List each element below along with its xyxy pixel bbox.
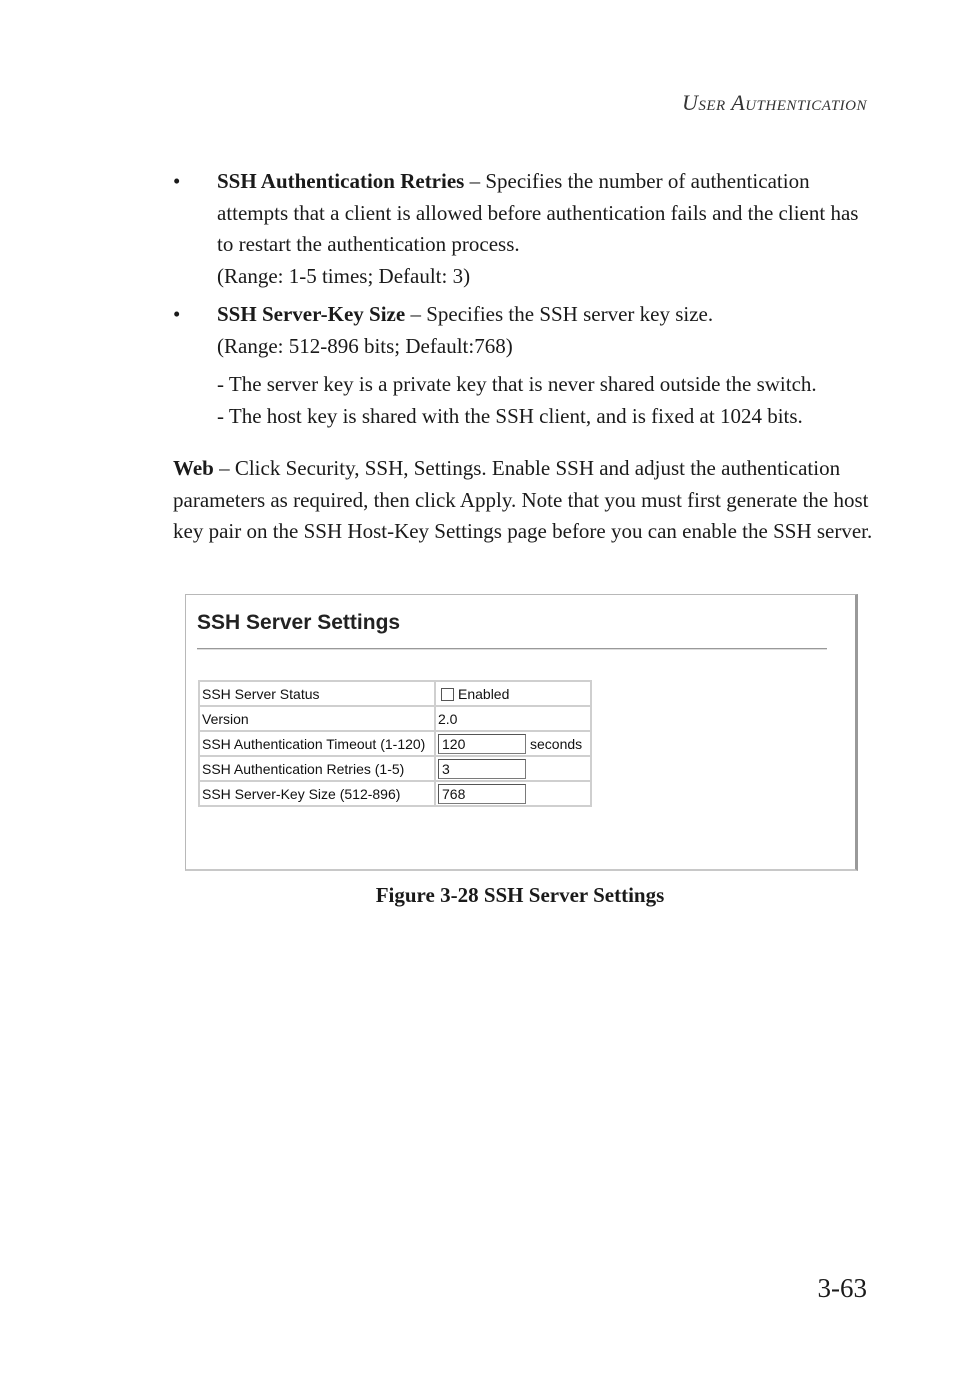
- row-label: SSH Authentication Retries (1-5): [199, 756, 435, 781]
- auth-timeout-input[interactable]: 120: [438, 734, 526, 754]
- bullet-text: – Specifies the number of authentication attempts that a client is allowed before authentication fails and the client has to restart the authentication process.: [217, 169, 859, 256]
- bullet-term: SSH Authentication Retries: [217, 169, 465, 193]
- row-value: [435, 731, 591, 756]
- bullet-range: (Range: 1-5 times; Default: 3): [217, 263, 471, 288]
- note-server-key: - The server key is a private key that is never shared outside the switch.: [217, 372, 817, 396]
- row-label: SSH Authentication Timeout (1-120): [199, 731, 435, 756]
- table-row: [199, 731, 591, 756]
- checkbox-label: Enabled: [458, 685, 510, 702]
- bullet-content: [217, 166, 873, 292]
- bullet-ssh-auth-retries: [173, 166, 873, 292]
- table-row: [199, 681, 591, 706]
- row-label: SSH Server Status: [199, 681, 435, 706]
- server-key-size-input[interactable]: 768: [438, 784, 526, 804]
- table-row: [199, 756, 591, 781]
- bullet-ssh-server-key-size: [173, 299, 873, 362]
- timeout-unit: seconds: [530, 735, 583, 752]
- bullet-text: – Specifies the SSH server key size.: [405, 302, 714, 326]
- version-value: 2.0: [435, 706, 591, 731]
- ssh-server-settings-figure: [185, 594, 858, 871]
- row-label: SSH Server-Key Size (512-896): [199, 781, 435, 806]
- web-term: Web: [173, 456, 214, 480]
- bullet-term: SSH Server-Key Size: [217, 302, 406, 326]
- bullet-range: (Range: 512-896 bits; Default:768): [217, 333, 513, 358]
- row-value: [435, 781, 591, 806]
- ssh-enabled-checkbox[interactable]: [441, 688, 454, 701]
- settings-table: [198, 680, 592, 807]
- figure-title: SSH Server Settings: [197, 611, 401, 634]
- note-host-key: - The host key is shared with the SSH client, and is fixed at 1024 bits.: [217, 404, 803, 428]
- auth-retries-input[interactable]: 3: [438, 759, 526, 779]
- row-label: Version: [199, 706, 435, 731]
- web-instructions: [173, 453, 873, 548]
- row-value: [435, 756, 591, 781]
- title-divider: [197, 648, 827, 650]
- bullet-content: [217, 299, 873, 362]
- row-value: [435, 681, 591, 706]
- bullet-dot: •: [173, 302, 181, 326]
- table-row: [199, 706, 591, 731]
- running-head: User Authentication: [681, 90, 867, 115]
- web-text: – Click Security, SSH, Settings. Enable SSH and adjust the authentication parameters as required, then click Apply. Note that you must first generate the host key pair on the SSH Host-Key Settings page before you can enable the SSH server.: [173, 456, 873, 543]
- figure-caption: Figure 3-28 SSH Server Settings: [375, 883, 665, 907]
- bullet-dot: •: [173, 169, 181, 193]
- page-number: 3-63: [817, 1273, 867, 1303]
- table-row: [199, 781, 591, 806]
